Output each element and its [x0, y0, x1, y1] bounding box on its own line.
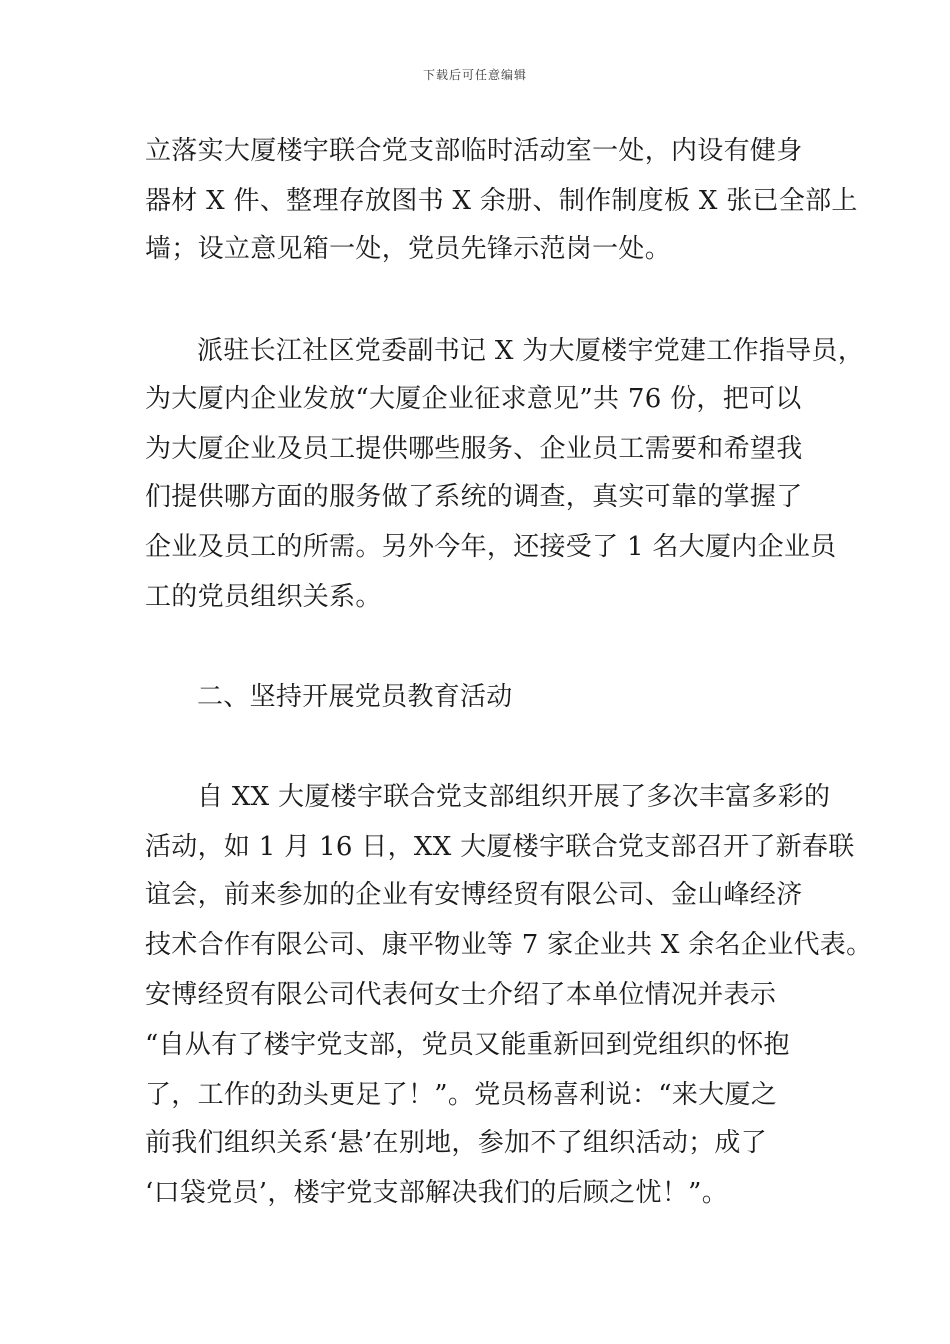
section-heading: 二、坚持开展党员教育活动 [197, 682, 513, 712]
page-header: 下载后可任意编辑 [422, 68, 527, 82]
paragraph-2-line-4: 们提供哪方面的服务做了系统的调查，真实可靠的掌握了 [145, 482, 803, 512]
paragraph-2-line-6: 工的党员组织关系。 [145, 582, 382, 612]
paragraph-3-line-5: 安博经贸有限公司代表何女士介绍了本单位情况并表示 [145, 980, 777, 1010]
paragraph-3-line-2: 活动，如 1 月 16 日，XX 大厦楼宇联合党支部召开了新春联 [145, 832, 855, 862]
paragraph-3-line-3: 谊会，前来参加的企业有安博经贸有限公司、金山峰经济 [145, 880, 803, 910]
paragraph-3-line-9: ‘口袋党员’，楼宇党支部解决我们的后顾之忧！”。 [145, 1178, 729, 1208]
paragraph-3-line-1: 自 XX 大厦楼宇联合党支部组织开展了多次丰富多彩的 [197, 782, 831, 812]
paragraph-2-line-5: 企业及员工的所需。另外今年，还接受了 1 名大厦内企业员 [145, 532, 837, 562]
paragraph-1-line-2: 器材 X 件、整理存放图书 X 余册、制作制度板 X 张已全部上 [145, 186, 858, 216]
paragraph-3-line-6: “自从有了楼宇党支部，党员又能重新回到党组织的怀抱 [145, 1030, 790, 1060]
paragraph-2-line-2: 为大厦内企业发放“大厦企业征求意见”共 76 份，把可以 [145, 384, 802, 414]
paragraph-3-line-7: 了，工作的劲头更足了！”。党员杨喜利说：“来大厦之 [145, 1080, 778, 1110]
paragraph-2-line-1: 派驻长江社区党委副书记 X 为大厦楼宇党建工作指导员， [197, 336, 865, 366]
paragraph-3-line-8: 前我们组织关系‘悬’在别地，参加不了组织活动；成了 [145, 1128, 768, 1158]
paragraph-2-line-3: 为大厦企业及员工提供哪些服务、企业员工需要和希望我 [145, 434, 803, 464]
paragraph-3-line-4: 技术合作有限公司、康平物业等 7 家企业共 X 余名企业代表。 [145, 930, 873, 960]
paragraph-1-line-3: 墙；设立意见箱一处，党员先锋示范岗一处。 [145, 234, 672, 264]
paragraph-1-line-1: 立落实大厦楼宇联合党支部临时活动室一处，内设有健身 [145, 136, 803, 166]
